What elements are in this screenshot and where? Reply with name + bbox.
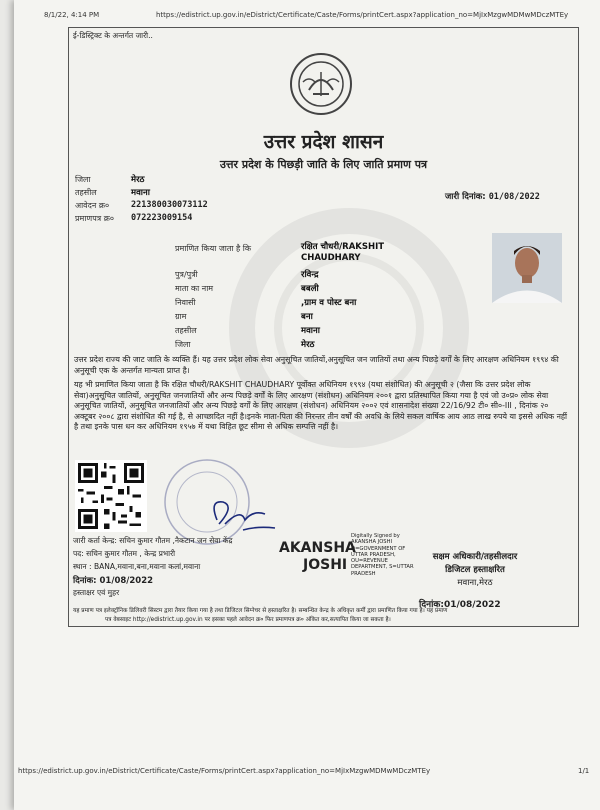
issuing-center: जारी कर्ता केन्द्र: सचिन कुमार गौतम ,नैकटान जन सेवा केंद्र [73,536,233,545]
handwritten-signature [205,480,285,540]
digital-signer-name [279,540,356,574]
detail-value-mother: बबली [301,284,319,294]
gov-title: उत्तर प्रदेश शासन [263,131,384,153]
issue-date-label: जारी दिनांक: [445,192,486,202]
detail-label-parent: पुत्र/पुत्री [175,270,198,279]
digital-signer-name-line1: AKANSHA [279,540,356,556]
detail-value-district: मेरठ [301,340,315,350]
certificate-subtitle: उत्तर प्रदेश के पिछड़ी जाति के लिए जाति प्रमाण पत्र [219,158,428,171]
detail-label-tehsil: तहसील [175,326,197,335]
detail-label-resident: निवासी [175,298,196,307]
detail-label-district: जिला [175,340,191,349]
holder-name: रक्षित चौधरी/RAKSHIT CHAUDHARY [301,242,385,263]
issuing-center-post: पद: सचिन कुमार गौतम , केन्द्र प्रभारी [73,549,176,558]
tehsil-label: तहसील [75,188,97,197]
authority-date: दिनांक:01/08/2022 [419,600,501,610]
issue-date [445,191,540,202]
print-url-footer: https://edistrict.up.gov.in/eDistrict/Certificate/Caste/Forms/printCert.aspx?application_no=MjIxMzgwMDMwMDczMTEy [18,767,431,775]
detail-value-resident: ,ग्राम व पोस्ट बना [301,298,357,308]
certificate-number-value: 072223009154 [131,213,193,223]
issue-date-value: 01/08/2022 [488,192,540,202]
digital-signer-name-line2: JOSHI [303,557,348,573]
detail-value-village: बना [301,312,313,322]
authority-digital-sign: डिजिटल हस्ताक्षरित [445,565,505,575]
issuing-center-place: स्थान : BANA,मवाना,बना,मवाना कलां,मवाना [73,562,201,571]
application-number-value: 221380030073112 [131,200,208,210]
application-number-label: आवेदन क्र० [75,201,110,210]
tehsil-value: मवाना [131,188,150,198]
district-value: मेरठ [131,175,145,185]
detail-label-village: ग्राम [175,312,187,321]
digital-signature-details [351,533,414,577]
competent-authority [415,551,535,590]
person-photo-icon [492,233,562,303]
digital-signature-line: DEPARTMENT, S=UTTAR [351,564,414,571]
sign-and-seal: हस्ताक्षर एवं मुहर [73,588,120,597]
footer-note-line1: यह प्रमाण पत्र इलेक्ट्रॉनिक डिलिवरी सिस्टम द्वारा तैयार किया गया है तथा डिजिटल सिग्नेचर से हस्ताक्षरित है। सम्बन्धित केन्द्र के अधिकृत कर्मी द्वारा प्रमाणित किया गया है। यह प्रमाण [73,608,448,614]
certify-label: प्रमाणित किया जाता है कि [175,244,252,253]
detail-value-parent: रविन्द्र [301,270,319,280]
certification-paragraph: यह भी प्रमाणित किया जाता है कि रक्षित चौधरी/RAKSHIT CHAUDHARY पूर्वोक्त अधिनियम १९९४ (यथा संशोधित) की अनुसूची २ (जैसा कि उत्तर प्रदेश लोक सेवा)अनुसूचित जातियों, अनुसूचित जनजातियों और अन्य पिछड़े वर्गों के लिए आरक्षण (संशोधन) अधिनियम २००१ द्वारा प्रतिस्थापित किया गया है एवं जो उ०प्र० लोक सेवा अनुसूचित जातियों, अनुसूचित जनजातियों और अन्य पिछड़े वर्गों के लिए आरक्षण (संशोधन) अधिनियम २००२ एवं शासनादेश संख्या 22/16/92 टी० सी०-III , दिनांक २० अक्टूबर २००८ द्वारा संशोधित की गई है, से आच्छादित नहीं है।इनके माता-पिता की निरन्तर तीन वर्षों की अवधि के लिये सकल वार्षिक आय आठ लाख रुपये या इससे अधिक नहीं है तथा इनके पास धन कर अधिनियम १९५७ में यथा विहित छूट सीमा से अधिक सम्पत्ति नहीं है। [74,380,568,431]
applicant-photo [492,233,562,303]
digital-signature-line: Digitally Signed by [351,533,400,539]
up-gov-emblem-icon [289,52,353,116]
footer-note-line2: पत्र वेबसाइट http://edistrict.up.gov.in पर इसका पहले आवेदन क्र० फिर प्रमाणपत्र क्र० अंकित कर,सत्यापित किया जा सकता है। [105,617,391,623]
print-datetime: 8/1/22, 4:14 PM [44,11,100,19]
edistrict-note: ई-डिस्ट्रिक्ट के अन्तर्गत जारी.. [73,31,153,40]
certificate-number-label: प्रमाणपत्र क्र० [75,214,114,223]
page-count: 1/1 [578,767,590,775]
digital-signature-line: AKANSHA JOSHI [351,539,393,546]
digital-signature-line: OU=REVENUE [351,558,388,565]
issuing-center-date: दिनांक: 01/08/2022 [73,576,154,586]
caste-paragraph: उत्तर प्रदेश राज्य की जाट जाति के व्यक्ति हैं। यह उत्तर प्रदेश लोक सेवा अनुसूचित जातियों,अनुसूचित जन जातियों तथा अन्य पिछड़े वर्गों के लिए आरक्षण अधिनियम १९९४ की अनुसूची एक के अन्तर्गत मान्यता प्राप्त है। [74,355,559,375]
authority-place: मवाना,मेरठ [457,578,493,588]
authority-title: सक्षम अधिकारी/तहसीलदार [432,552,518,562]
detail-label-mother: माता का नाम [175,284,214,293]
detail-value-tehsil: मवाना [301,326,320,336]
district-label: जिला [75,175,91,184]
printed-page [14,0,600,810]
digital-signature-line: UTTAR PRADESH, [351,551,396,558]
certificate [68,27,579,627]
digital-signature-line: O=GOVERNMENT OF [351,545,406,552]
qr-code [75,460,147,532]
print-url-header: https://edistrict.up.gov.in/eDistrict/Certificate/Caste/Forms/printCert.aspx?application_no=MjIxMzgwMDMwMDczMTEy [156,11,569,19]
digital-signature-line: PRADESH [351,570,376,577]
